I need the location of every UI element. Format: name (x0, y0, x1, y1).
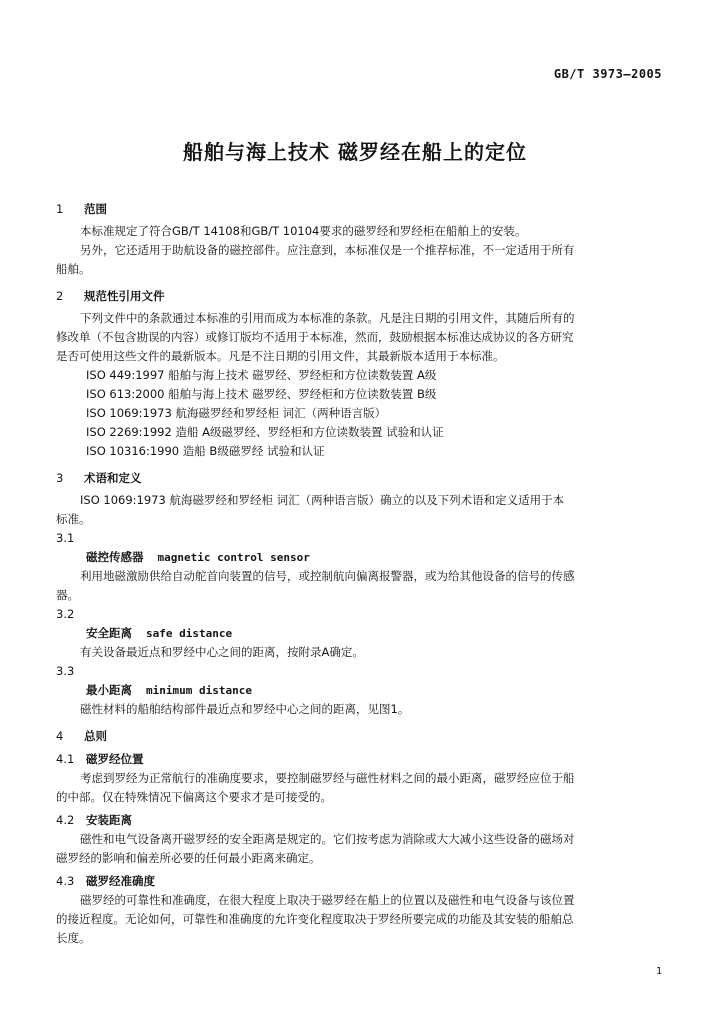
section-2-heading (56, 287, 666, 306)
term-entry (86, 681, 666, 700)
paragraph: 磁罗经的可靠性和准确度，在很大程度上取决于磁罗经在船上的位置以及磁性和电气设备与该位置 (80, 893, 575, 907)
term-definition: 磁性材料的船舶结构部件最近点和罗经中心之间的距离，见图1。 (80, 702, 410, 716)
section-number: 2 (56, 289, 64, 303)
subsection-number: 4.2 (56, 813, 75, 827)
paragraph: 下列文件中的条款通过本标准的引用而成为本标准的条款。凡是注日期的引用文件，其随后所有的 (80, 311, 575, 325)
section-1-heading (56, 200, 666, 219)
term-chinese: 最小距离 (86, 683, 132, 697)
paragraph: 本标准规定了符合GB/T 14108和GB/T 10104要求的磁罗经和罗经柜在船舶上的安装。 (80, 224, 527, 238)
paragraph-continuation: 磁罗经的影响和偏差所必要的任何最小距离来确定。 (56, 851, 321, 865)
section-number: 3 (56, 471, 64, 485)
term-number: 3.1 (56, 531, 75, 545)
reference-item: ISO 2269:1992 造船 A级磁罗经、罗经柜和方位读数装置 试验和认证 (86, 425, 444, 439)
term-entry (86, 548, 666, 567)
section-title: 术语和定义 (84, 471, 142, 485)
paragraph: 磁性和电气设备离开磁罗经的安全距离是规定的。它们按考虑为消除或大大减小这些设备的磁场对 (80, 832, 575, 846)
term-chinese: 安全距离 (86, 626, 132, 640)
term-entry (86, 624, 666, 643)
paragraph-continuation: 修改单（不包含勘误的内容）或修订版均不适用于本标准，然而，鼓励根据本标准达成协议的各方研究 (56, 330, 574, 344)
paragraph-continuation: 标准。 (56, 512, 91, 526)
subsection-title: 磁罗经位置 (86, 752, 144, 766)
section-3-heading (56, 469, 666, 488)
paragraph-continuation: 的中部。仅在特殊情况下偏离这个要求才是可接受的。 (56, 790, 332, 804)
section-number: 4 (56, 729, 64, 743)
section-4-heading (56, 727, 666, 746)
section-title: 范围 (84, 202, 107, 216)
subsection-title: 安装距离 (86, 813, 132, 827)
section-title: 规范性引用文件 (84, 289, 165, 303)
reference-item: ISO 1069:1973 航海磁罗经和罗经柜 词汇（两种语言版） (86, 406, 387, 420)
document-body (56, 192, 666, 948)
paragraph-continuation: 是否可使用这些文件的最新版本。凡是不注日期的引用文件，其最新版本适用于本标准。 (56, 349, 505, 363)
reference-item: ISO 10316:1990 造船 B级磁罗经 试验和认证 (86, 444, 325, 458)
term-definition: 利用地磁激励供给自动舵首向装置的信号，或控制航向偏离报警器，或为给其他设备的信号的传感 (80, 569, 575, 583)
page-number: 1 (656, 966, 663, 977)
term-number: 3.2 (56, 607, 75, 621)
document-title: 船舶与海上技术 磁罗经在船上的定位 (183, 140, 527, 164)
term-english: magnetic control sensor (157, 551, 310, 564)
paragraph-continuation: 船舶。 (56, 262, 91, 276)
standard-code: GB/T 3973—2005 (553, 67, 662, 81)
term-definition-continuation: 器。 (56, 588, 79, 602)
paragraph: 考虑到罗经为正常航行的准确度要求，要控制磁罗经与磁性材料之间的最小距离，磁罗经应位于船 (80, 771, 575, 785)
term-chinese: 磁控传感器 (86, 550, 144, 564)
term-definition: 有关设备最近点和罗经中心之间的距离，按附录A确定。 (80, 645, 364, 659)
term-number: 3.3 (56, 664, 75, 678)
subsection-4-3-heading (56, 872, 666, 891)
paragraph: 另外，它还适用于助航设备的磁控部件。应注意到，本标准仅是一个推荐标准，不一定适用于所有 (80, 243, 575, 257)
section-number: 1 (56, 202, 64, 216)
subsection-title: 磁罗经准确度 (86, 874, 155, 888)
section-title: 总则 (84, 729, 107, 743)
subsection-number: 4.3 (56, 874, 75, 888)
paragraph-continuation: 的接近程度。无论如何，可靠性和准确度的允许变化程度取决于罗经所要完成的功能及其安装的船舶总 (56, 912, 574, 926)
paragraph-continuation: 长度。 (56, 931, 91, 945)
reference-item: ISO 613:2000 船舶与海上技术 磁罗经、罗经柜和方位读数装置 B级 (86, 387, 437, 401)
term-english: safe distance (146, 627, 233, 640)
term-english: minimum distance (146, 684, 252, 697)
subsection-number: 4.1 (56, 752, 75, 766)
reference-item: ISO 449:1997 船舶与海上技术 磁罗经、罗经柜和方位读数装置 A级 (86, 368, 437, 382)
paragraph: ISO 1069:1973 航海磁罗经和罗经柜 词汇（两种语言版）确立的以及下列术语和定义适用于本 (80, 493, 565, 507)
subsection-4-2-heading (56, 811, 666, 830)
subsection-4-1-heading (56, 750, 666, 769)
